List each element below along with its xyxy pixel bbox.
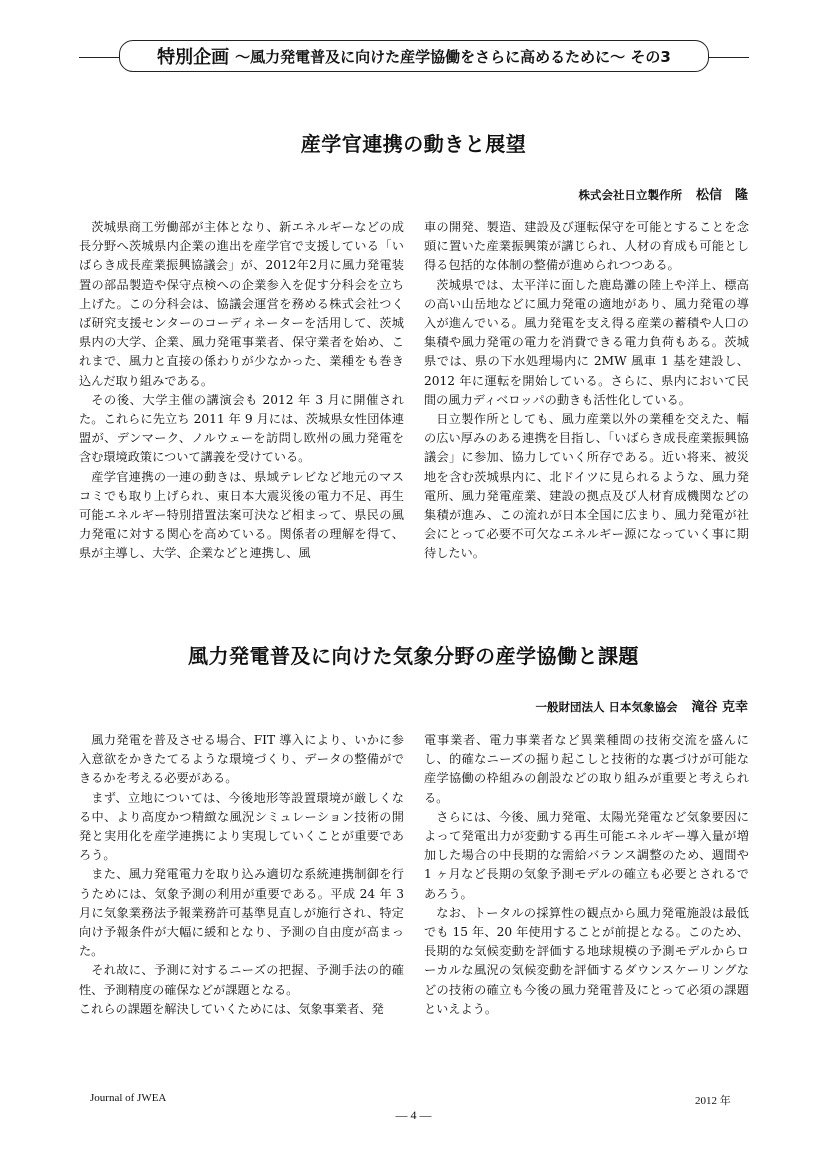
banner-label: 特別企画 xyxy=(157,47,230,68)
article2-left-paragraph: それ故に、予測に対するニーズの把握、予測手法の的確性、予測精度の確保などが課題となる。 xyxy=(79,963,404,997)
header-rule-right xyxy=(709,57,749,58)
article1-title: 産学官連携の動きと展望 xyxy=(300,132,527,156)
article1-right-paragraph: 車の開発、製造、建設及び運転保守を可能とすることを念頭に置いた産業振興策が講じられ、人材の育成も可能とし得る包括的な体制の整備が進められつつある。 xyxy=(424,220,749,273)
special-feature-header xyxy=(79,40,749,76)
article1-left-paragraph: その後、大学主催の講演会も 2012 年 3 月に開催された。これらに先立ち 2011 年 9 月には、茨城県女性団体連盟が、デンマーク、ノルウェーを訪問し欧州の風力発電を含む環境政策について講義を受けている。 xyxy=(79,392,404,465)
page-number: ― 4 ― xyxy=(395,1108,432,1122)
article1-column-left xyxy=(79,218,404,564)
article1-column-right xyxy=(424,218,749,564)
special-feature-banner xyxy=(119,40,709,72)
article1-right-paragraph: 茨城県では、太平洋に面した鹿島灘の陸上や洋上、標高の高い山岳地などに風力発電の適地があり、風力発電の導入が進んでいる。風力発電を支え得る産業の蓄積や人口の集積や風力発電の電力を消費できる電力負荷もある。茨城県では、県の下水処理場内に 2MW 風車 1 基を建設し、2012 年に運転を開始している。さらに、県内において民間の風力ディベロッパの動きも活性化している。 xyxy=(424,277,749,407)
article1-affiliation: 株式会社日立製作所 xyxy=(578,188,682,202)
footer-journal-name: Journal of JWEA xyxy=(90,1092,167,1104)
article2-right-paragraph: なお、トータルの採算性の観点から風力発電施設は最低でも 15 年、20 年使用することが前提となる。このため、長期的な気候変動を評価する地球規模の予測モデルからローカルな風況の気候変動を評価するダウンスケーリングなどの技術の確立も今後の風力発電普及にとって必須の課題といえよう。 xyxy=(424,905,749,1016)
article1-byline xyxy=(578,184,748,203)
article2-column-right xyxy=(424,731,749,1019)
article1-right-paragraph: 日立製作所としても、風力産業以外の業種を交えた、幅の広い厚みのある連携を目指し、「いばらき成長産業振興協議会」に参加、協力していく所存である。近い将来、被災地を含む茨城県内に、北ドイツに見られるような、風力発電所、風力発電産業、建設の拠点及び人材育成機関などの集積が進み、この流れが日本全国に広まり、風力発電が社会にとって必要不可欠なエネルギー源になっていく事に期待したい。 xyxy=(424,412,749,561)
article2-column-left xyxy=(79,731,404,1019)
article1-left-paragraph: 産学官連携の一連の動きは、県域テレビなど地元のマスコミでも取り上げられ、東日本大震災後の電力不足、再生可能エネルギー特別措置法案可決など相まって、県民の風力発電に対する関心を高めている。関係者の理解を得て、県が主導し、大学、企業などと連携し、風 xyxy=(79,469,404,561)
article2-right-paragraph: 電事業者、電力事業者など異業種間の技術交流を盛んにし、的確なニーズの掘り起こしと技術的な裏づけが可能な産学協働の枠組みの創設などの取り組みが重要と考えられる。 xyxy=(424,733,749,805)
article1-author: 松信 隆 xyxy=(695,188,748,203)
article2-left-paragraph: また、風力発電電力を取り込み適切な系統連携制御を行うためには、気象予測の利用が重要である。平成 24 年 3 月に気象業務法予報業務許可基準見直しが施行され、特定向け予報条件が大幅に緩和となり、予測の自由度が高まった。 xyxy=(79,867,404,959)
article2-left-paragraph: まず、立地については、今後地形等設置環境が厳しくなる中、より高度かつ精緻な風況シミュレーション技術の開発と実用化を産学連携により実現していくことが重要であろう。 xyxy=(79,790,404,863)
article2-author: 滝谷 克幸 xyxy=(691,700,748,715)
header-rule-left xyxy=(79,57,119,58)
article2-left-paragraph: これらの課題を解決していくためには、気象事業者、発 xyxy=(79,1001,384,1016)
article2-left-paragraph: 風力発電を普及させる場合、FIT 導入により、いかに参入意欲をかきたてるような環境づくり、データの整備ができるかを考える必要がある。 xyxy=(79,733,404,786)
article2-affiliation: 一般財団法人 日本気象協会 xyxy=(535,700,678,714)
article2-title: 風力発電普及に向けた気象分野の産学協働と課題 xyxy=(188,644,639,668)
article2-byline xyxy=(535,696,748,715)
footer-year: 2012 年 xyxy=(695,1095,731,1107)
article1-left-paragraph: 茨城県商工労働部が主体となり、新エネルギーなどの成長分野へ茨城県内企業の進出を産学官で支援している「いばらき成長産業振興協議会」が、2012年2月に風力発電装置の部品製造や保守点検への企業参入を促す分科会を立ち上げた。この分科会は、協議会運営を務める株式会社つくば研究支援センターのコーディネーターを活用して、茨城県内の大学、企業、風力発電事業者、保守業者を始め、これまで、風力と直接の係わりが少なかった、業種をも巻き込んだ取り組みである。 xyxy=(79,220,404,388)
banner-subtitle: ～風力発電普及に向けた産学協働をさらに高めるために～ その3 xyxy=(235,47,671,66)
article2-right-paragraph: さらには、今後、風力発電、太陽光発電など気象要因によって発電出力が変動する再生可能エネルギー導入量が増加した場合の中長期的な需給バランス調整のため、週間や 1 ヶ月など長期の気象予測モデルの確立も必要とされるであろう。 xyxy=(424,809,749,901)
